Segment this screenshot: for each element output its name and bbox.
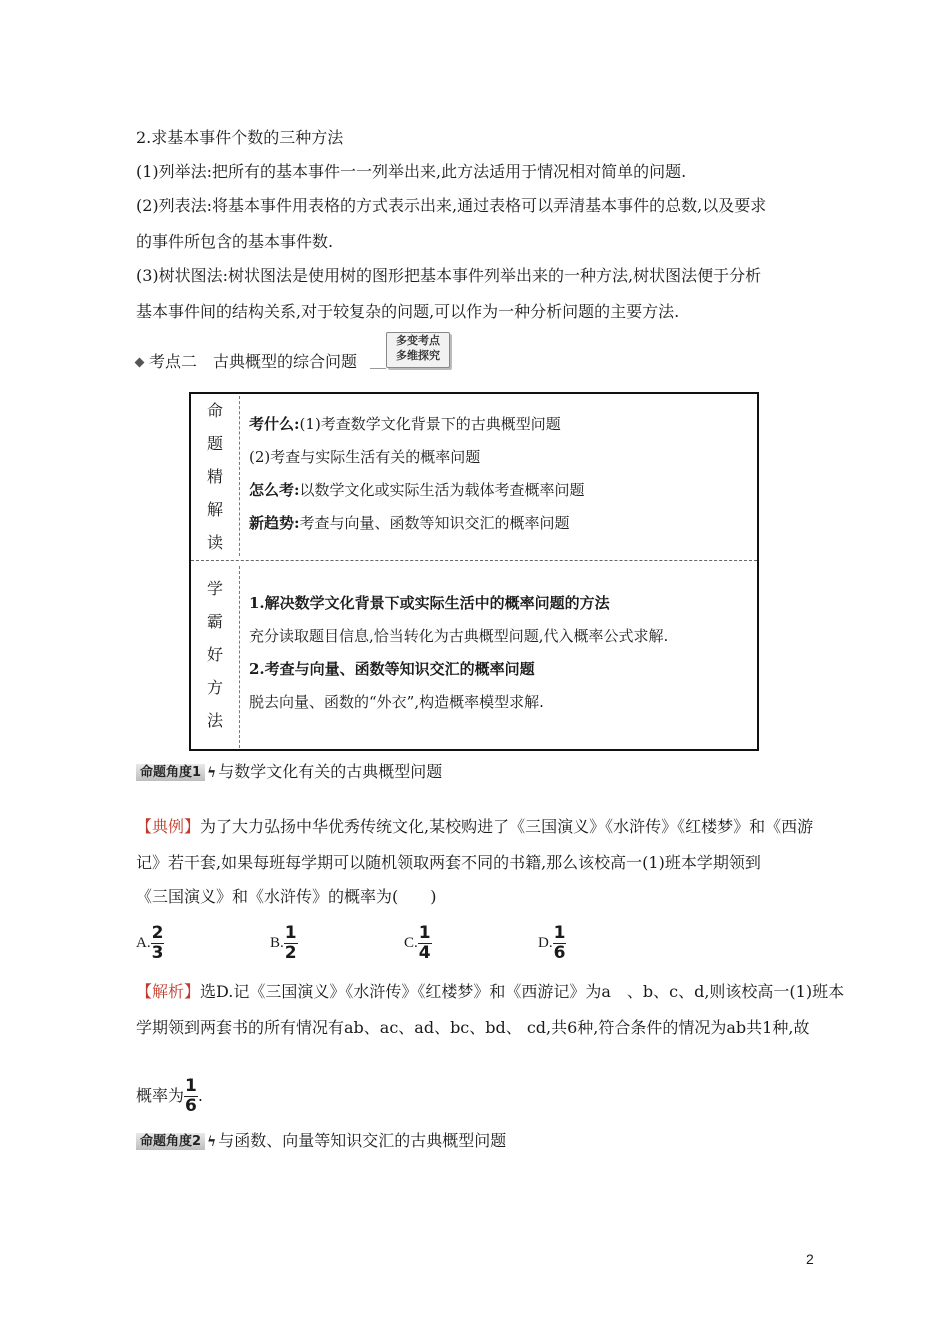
- analysis-suffix: .: [197, 1086, 203, 1105]
- method1-text: 充分读取题目信息,恰当转化为古典概型问题,代入概率公式求解.: [249, 627, 669, 645]
- analysis-prefix: 概率为: [136, 1086, 185, 1105]
- angle-title: 与数学文化有关的古典概型问题: [218, 762, 443, 781]
- method-list-item-3-line1: (3)树状图法:树状图法是使用树的图形把基本事件列举出来的一种方法,树状图法便于分析: [136, 266, 762, 285]
- kaodian-badge: [386, 332, 450, 368]
- side-char: 方: [206, 678, 223, 697]
- column-divider-bottom: [239, 566, 240, 748]
- what-text: (1)考查数学文化背景下的古典概型问题: [299, 415, 561, 433]
- what-line-2: (2)考查与实际生活有关的概率问题: [249, 448, 481, 466]
- diamond-icon: [135, 358, 145, 368]
- how-line: [249, 480, 585, 500]
- badge-line-2: 多维探究: [396, 349, 440, 362]
- numerator: 1: [284, 923, 297, 943]
- what-line: [249, 414, 561, 434]
- method2-title: 2.考查与向量、函数等知识交汇的概率问题: [249, 660, 535, 678]
- analysis-line-1: [136, 982, 844, 1002]
- angle-tag: 命题角度2: [136, 1133, 205, 1150]
- fraction: [553, 924, 567, 963]
- method2-text: 脱去向量、函数的“外衣”,构造概率模型求解.: [249, 693, 544, 711]
- how-label: 怎么考:: [249, 481, 300, 499]
- numerator: 2: [151, 923, 164, 943]
- option-label: D.: [538, 935, 553, 951]
- page-number: 2: [806, 1251, 814, 1267]
- fraction: [284, 924, 298, 963]
- method-list-item-2-line2: 的事件所包含的基本事件数.: [136, 232, 334, 251]
- angle-title: 与函数、向量等知识交汇的古典概型问题: [218, 1131, 507, 1150]
- option-label: B.: [270, 935, 284, 951]
- example-tag: 【典例】: [136, 817, 201, 836]
- side-char: 好: [206, 645, 223, 664]
- kaodian-heading: [136, 352, 357, 372]
- denominator: 2: [284, 943, 297, 963]
- analysis-line-3: [136, 1068, 203, 1124]
- analysis-line-2: 学期领到两套书的所有情况有ab、ac、ad、bc、bd、 cd,共6种,符合条件的情况为ab共1种,故: [136, 1018, 810, 1037]
- answer-fraction: [184, 1077, 198, 1116]
- angle-tag: 命题角度1: [136, 764, 205, 781]
- badge-underline: [370, 368, 386, 369]
- side-char: 学: [206, 579, 223, 598]
- trend-line: [249, 513, 570, 533]
- option-a: [136, 924, 164, 963]
- denominator: 6: [185, 1096, 197, 1116]
- method-list-item-2-line1: (2)列表法:将基本事件用表格的方式表示出来,通过表格可以弄清基本事件的总数,以及要求: [136, 196, 767, 215]
- badge-line-1: 多变考点: [396, 334, 440, 347]
- example-line-3: 《三国演义》和《水浒传》的概率为( ): [136, 887, 437, 906]
- how-text: 以数学文化或实际生活为载体考查概率问题: [299, 481, 585, 499]
- fraction: [151, 924, 165, 963]
- kaodian-title: 考点二 古典概型的综合问题: [149, 352, 358, 371]
- side-char: 读: [206, 533, 223, 552]
- analysis-text: 选D.记《三国演义》《水浒传》《红楼梦》和《西游记》为a 、b、c、d,则该校高一(1)班本: [200, 982, 845, 1001]
- numerator: 1: [418, 923, 431, 943]
- angle-heading-2: [136, 1131, 506, 1152]
- side-char: 法: [206, 711, 223, 730]
- section-divider: [191, 560, 757, 561]
- interpretation-box: [189, 392, 759, 751]
- example-line-2: 记》若干套,如果每班每学期可以随机领取两套不同的书籍,那么该校高一(1)班本学期领到: [136, 853, 761, 872]
- example-text: 为了大力弘扬中华优秀传统文化,某校购进了《三国演义》《水浒传》《红楼梦》和《西游: [200, 817, 814, 836]
- lightning-icon: ϟ: [207, 765, 217, 781]
- method1-title: 1.解决数学文化背景下或实际生活中的概率问题的方法: [249, 594, 610, 612]
- analysis-tag: 【解析】: [136, 982, 201, 1001]
- lightning-icon: ϟ: [207, 1134, 217, 1150]
- side-char: 命: [206, 401, 223, 420]
- numerator: 1: [185, 1076, 197, 1096]
- option-label: C.: [404, 935, 418, 951]
- fraction: [418, 924, 432, 963]
- numerator: 1: [553, 923, 566, 943]
- example-line-1: [136, 817, 813, 837]
- option-d: [538, 924, 566, 963]
- box-side-label-bottom: [191, 572, 239, 737]
- box-side-label-top: [191, 394, 239, 559]
- what-label: 考什么:: [249, 415, 300, 433]
- denominator: 3: [151, 943, 164, 963]
- trend-label: 新趋势:: [249, 514, 300, 532]
- angle-heading-1: [136, 762, 442, 783]
- side-char: 精: [206, 467, 223, 486]
- method-list-item-3-line2: 基本事件间的结构关系,对于较复杂的问题,可以作为一种分析问题的主要方法.: [136, 302, 680, 321]
- side-char: 霸: [206, 612, 223, 631]
- column-divider-top: [239, 396, 240, 556]
- section-title: 2.求基本事件个数的三种方法: [136, 128, 344, 147]
- side-char: 解: [206, 500, 223, 519]
- option-label: A.: [136, 935, 151, 951]
- denominator: 4: [418, 943, 431, 963]
- method-list-item-1: (1)列举法:把所有的基本事件一一列举出来,此方法适用于情况相对简单的问题.: [136, 162, 687, 181]
- denominator: 6: [553, 943, 566, 963]
- option-c: [404, 924, 432, 963]
- trend-text: 考查与向量、函数等知识交汇的概率问题: [299, 514, 570, 532]
- side-char: 题: [206, 434, 223, 453]
- option-b: [270, 924, 298, 963]
